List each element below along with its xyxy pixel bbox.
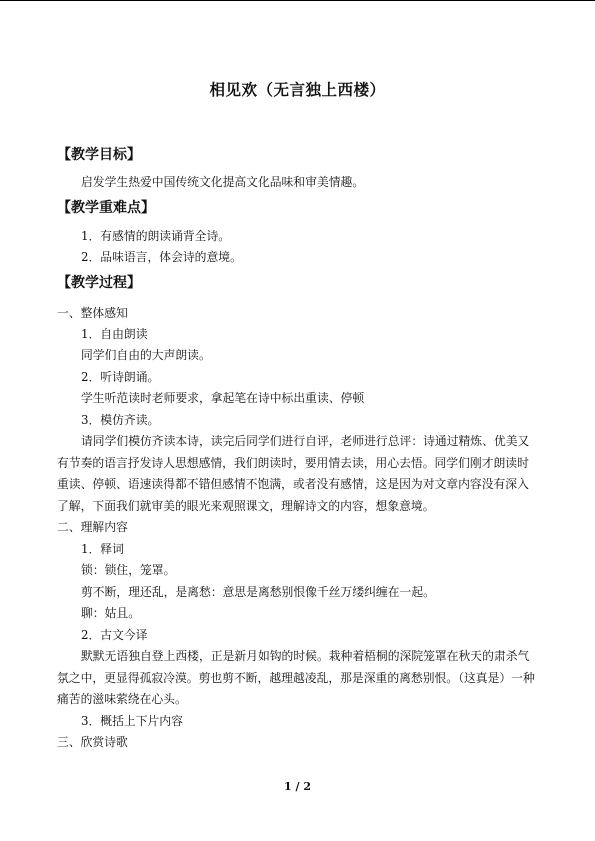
process-line: 聊：姑且。 [81, 606, 140, 620]
section-heading-key-points: 【教学重难点】 [57, 200, 155, 216]
process-line: 痛苦的滋味萦绕在心头。 [57, 692, 187, 706]
process-line: 氛之中，更显得孤寂冷漠。剪也剪不断，越理越凌乱，那是深重的离愁别恨。（这真是）一种 [57, 671, 535, 685]
process-line: 了解，下面我们就审美的眼光来观照课文，理解诗文的内容，想象意境。 [57, 499, 435, 513]
section-heading-goals: 【教学目标】 [57, 147, 141, 163]
process-line: 2．听诗朗诵。 [81, 370, 160, 384]
process-line: 默默无语独自登上西楼，正是新月如钩的时候。栽种着梧桐的深院笼罩在秋天的肃杀气 [81, 649, 530, 663]
process-line: 2．古文今译 [81, 628, 148, 642]
process-line: 有节奏的语言抒发诗人思想感情，我们朗读时，要用情去读，用心去悟。同学们刚才朗读时 [57, 456, 529, 470]
process-line: 请同学们模仿齐读本诗，读完后同学们进行自评，老师进行总评：诗通过精炼、优美又 [81, 434, 530, 448]
goals-text: 启发学生热爱中国传统文化提高文化品味和审美情趣。 [81, 175, 365, 189]
process-line: 学生听范读时老师要求，拿起笔在诗中标出重读、停顿 [81, 391, 365, 405]
page-number: 1 / 2 [284, 780, 311, 793]
top-rule [0, 0, 595, 1]
process-line: 3．概括上下片内容 [81, 714, 183, 728]
section-heading-process: 【教学过程】 [57, 275, 141, 291]
process-line: 3．模仿齐读。 [81, 413, 160, 427]
process-line: 1．自由朗读 [81, 327, 148, 341]
key-point-item: 1．有感情的朗读诵背全诗。 [81, 229, 231, 243]
process-line: 锁：锁住，笼罩。 [81, 563, 176, 577]
process-line: 剪不断，理还乱，是离愁：意思是离愁别恨像千丝万缕纠缠在一起。 [81, 585, 435, 599]
key-point-item: 2．品味语言，体会诗的意境。 [81, 250, 242, 264]
process-line: 二、理解内容 [57, 520, 128, 534]
document-title: 相见欢（无言独上西楼） [209, 80, 386, 99]
process-line: 1．释词 [81, 542, 124, 556]
process-line: 同学们自由的大声朗读。 [81, 348, 211, 362]
process-line: 重读、停顿、语速读得都不错但感情不饱满，或者没有感情，这是因为对文章内容没有深入 [57, 477, 529, 491]
process-line: 一、整体感知 [57, 306, 128, 320]
process-line: 三、欣赏诗歌 [57, 735, 128, 749]
